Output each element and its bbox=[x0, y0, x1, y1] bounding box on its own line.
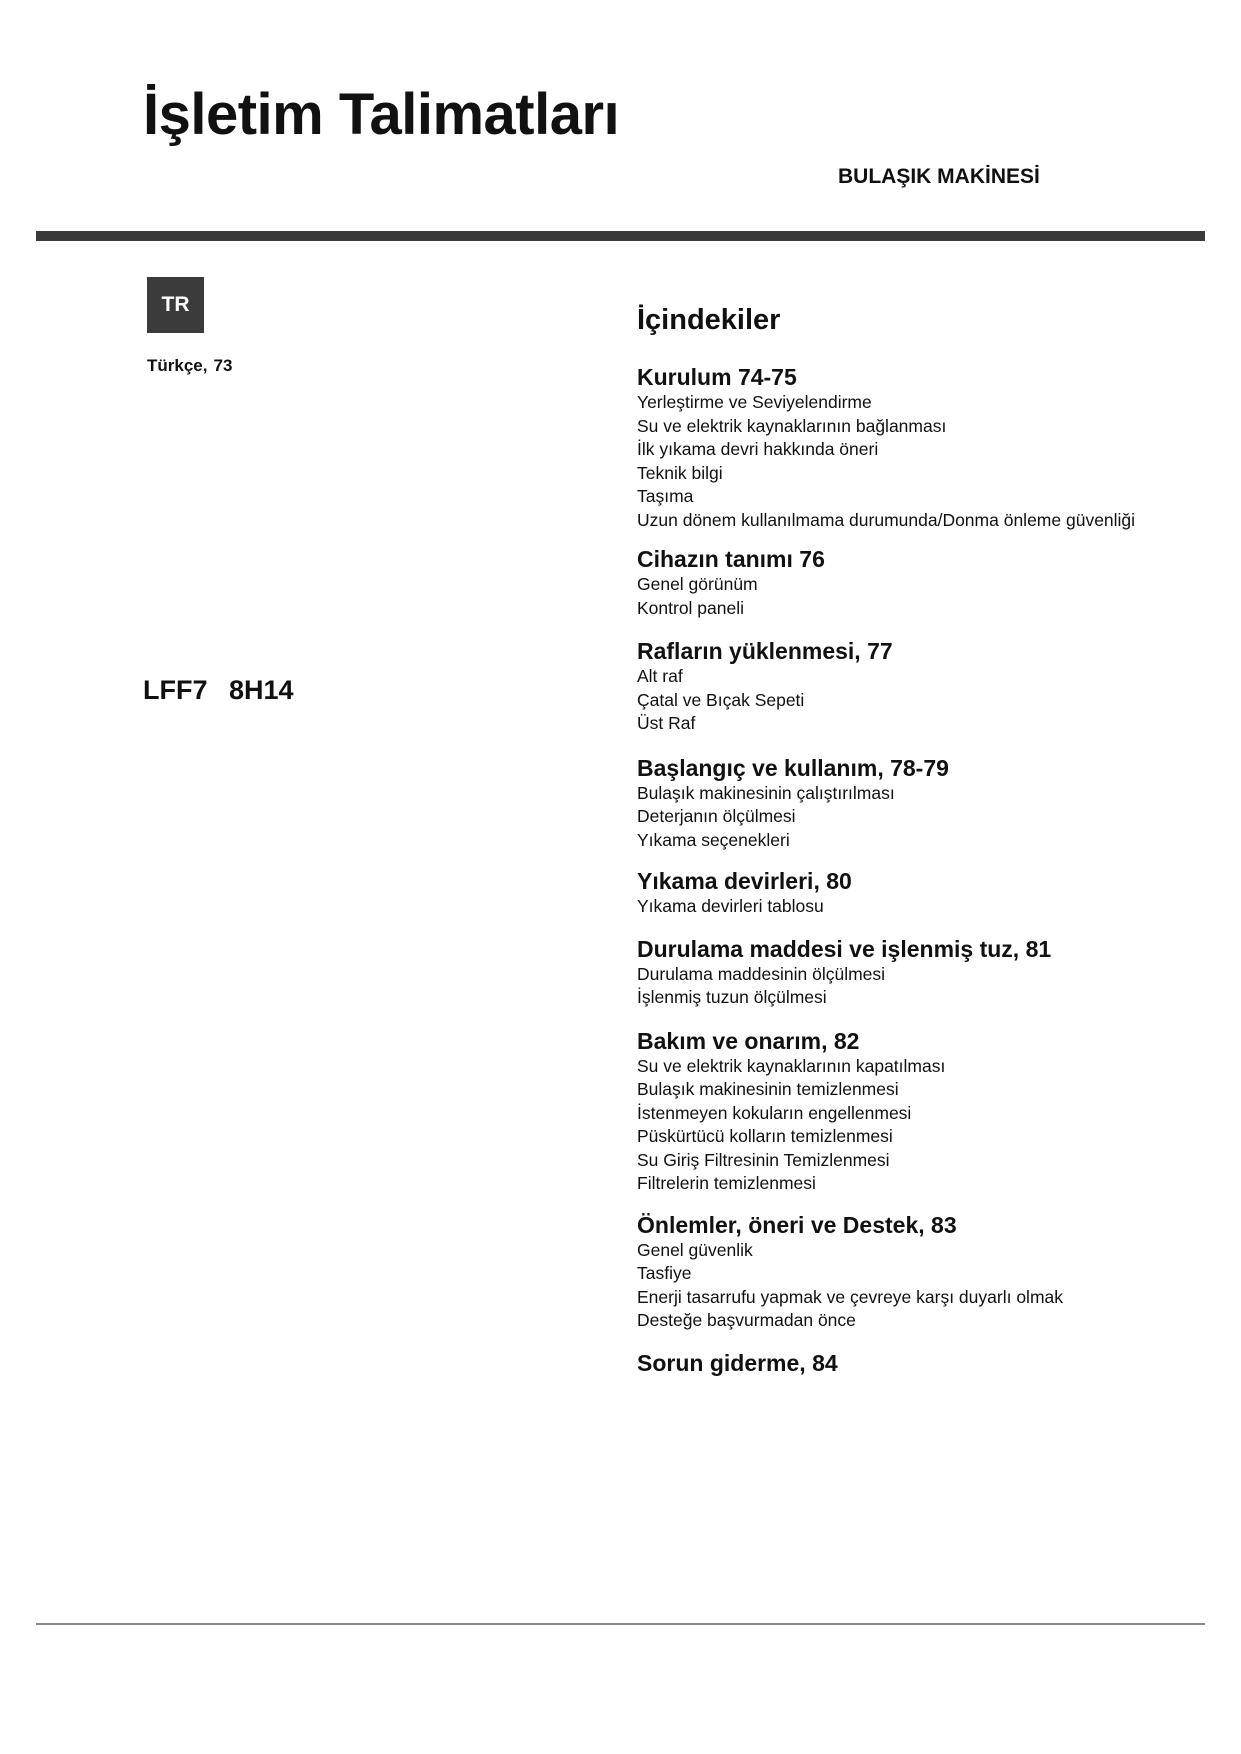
table-of-contents bbox=[637, 303, 1157, 1377]
toc-section bbox=[637, 637, 1157, 736]
toc-item-list bbox=[637, 1239, 1157, 1333]
toc-section bbox=[637, 1349, 1157, 1377]
toc-item: Alt raf bbox=[637, 666, 683, 686]
toc-sections bbox=[637, 363, 1157, 1377]
toc-section bbox=[637, 363, 1157, 532]
toc-section-heading: Durulama maddesi ve işlenmiş tuz, 81 bbox=[637, 935, 1052, 962]
toc-item: Püskürtücü kolların temizlenmesi bbox=[637, 1126, 893, 1146]
toc-item: Genel güvenlik bbox=[637, 1239, 753, 1260]
toc-item: İlk yıkama devri hakkında öneri bbox=[637, 439, 879, 459]
toc-item: Genel görünüm bbox=[637, 574, 758, 594]
toc-item: Filtrelerin temizlenmesi bbox=[637, 1173, 816, 1193]
toc-item: Çatal ve Bıçak Sepeti bbox=[637, 689, 805, 710]
toc-item: Durulama maddesinin ölçülmesi bbox=[637, 963, 886, 984]
toc-section-heading: Kurulum 74-75 bbox=[637, 364, 797, 390]
toc-section bbox=[637, 867, 1157, 919]
toc-item: Su ve elektrik kaynaklarının bağlanması bbox=[637, 415, 947, 436]
toc-section bbox=[637, 935, 1157, 1010]
toc-item: Üst Raf bbox=[637, 713, 696, 733]
language-name: Türkçe, bbox=[147, 356, 208, 375]
footer-divider bbox=[36, 1623, 1205, 1625]
toc-item-list bbox=[637, 782, 1157, 853]
toc-section-heading: Rafların yüklenmesi, 77 bbox=[637, 638, 893, 664]
product-type: BULAŞIK MAKİNESİ bbox=[838, 165, 1040, 188]
toc-item: Su Giriş Filtresinin Temizlenmesi bbox=[637, 1149, 890, 1170]
toc-title: İçindekiler bbox=[637, 304, 781, 336]
header-divider bbox=[36, 231, 1205, 241]
toc-item: Bulaşık makinesinin temizlenmesi bbox=[637, 1079, 899, 1099]
toc-section-heading: Cihazın tanımı 76 bbox=[637, 546, 825, 572]
language-entry bbox=[147, 357, 232, 374]
toc-item: İşlenmiş tuzun ölçülmesi bbox=[637, 987, 827, 1007]
toc-section-heading: Başlangıç ve kullanım, 78-79 bbox=[637, 754, 949, 781]
toc-section-heading: Sorun giderme, 84 bbox=[637, 1349, 838, 1376]
toc-item: Kontrol paneli bbox=[637, 597, 745, 618]
toc-item: Tasfiye bbox=[637, 1263, 692, 1283]
language-badge: TR bbox=[147, 277, 204, 333]
toc-item-list bbox=[637, 963, 1157, 1010]
toc-item: İstenmeyen kokuların engellenmesi bbox=[637, 1102, 912, 1123]
toc-item: Enerji tasarrufu yapmak ve çevreye karşı duyarlı olmak bbox=[637, 1286, 1063, 1307]
toc-item-list bbox=[637, 573, 1157, 620]
toc-item: Yerleştirme ve Seviyelendirme bbox=[637, 392, 872, 412]
toc-section bbox=[637, 1211, 1157, 1333]
toc-section-heading: Önlemler, öneri ve Destek, 83 bbox=[637, 1211, 957, 1238]
toc-item: Uzun dönem kullanılmama durumunda/Donma önleme güvenliği bbox=[637, 509, 1136, 530]
toc-section bbox=[637, 545, 1157, 620]
toc-item: Deterjanın ölçülmesi bbox=[637, 806, 796, 826]
toc-item-list bbox=[637, 1055, 1157, 1196]
toc-item: Yıkama devirleri tablosu bbox=[637, 896, 824, 916]
toc-section bbox=[637, 1027, 1157, 1196]
toc-section bbox=[637, 754, 1157, 853]
toc-section-heading: Yıkama devirleri, 80 bbox=[637, 868, 852, 894]
language-page: 73 bbox=[213, 356, 233, 375]
toc-item: Teknik bilgi bbox=[637, 462, 723, 483]
toc-section-heading: Bakım ve onarım, 82 bbox=[637, 1027, 860, 1054]
toc-item-list bbox=[637, 391, 1157, 532]
toc-item-list bbox=[637, 665, 1157, 736]
toc-item: Bulaşık makinesinin çalıştırılması bbox=[637, 782, 895, 803]
toc-item: Su ve elektrik kaynaklarının kapatılması bbox=[637, 1055, 946, 1076]
page-title: İşletim Talimatları bbox=[143, 82, 620, 147]
toc-item: Desteğe başvurmadan önce bbox=[637, 1310, 856, 1330]
toc-item-list bbox=[637, 895, 1157, 919]
model-number: LFF7 8H14 bbox=[143, 675, 294, 705]
toc-item: Taşıma bbox=[637, 486, 694, 506]
toc-item: Yıkama seçenekleri bbox=[637, 829, 790, 850]
